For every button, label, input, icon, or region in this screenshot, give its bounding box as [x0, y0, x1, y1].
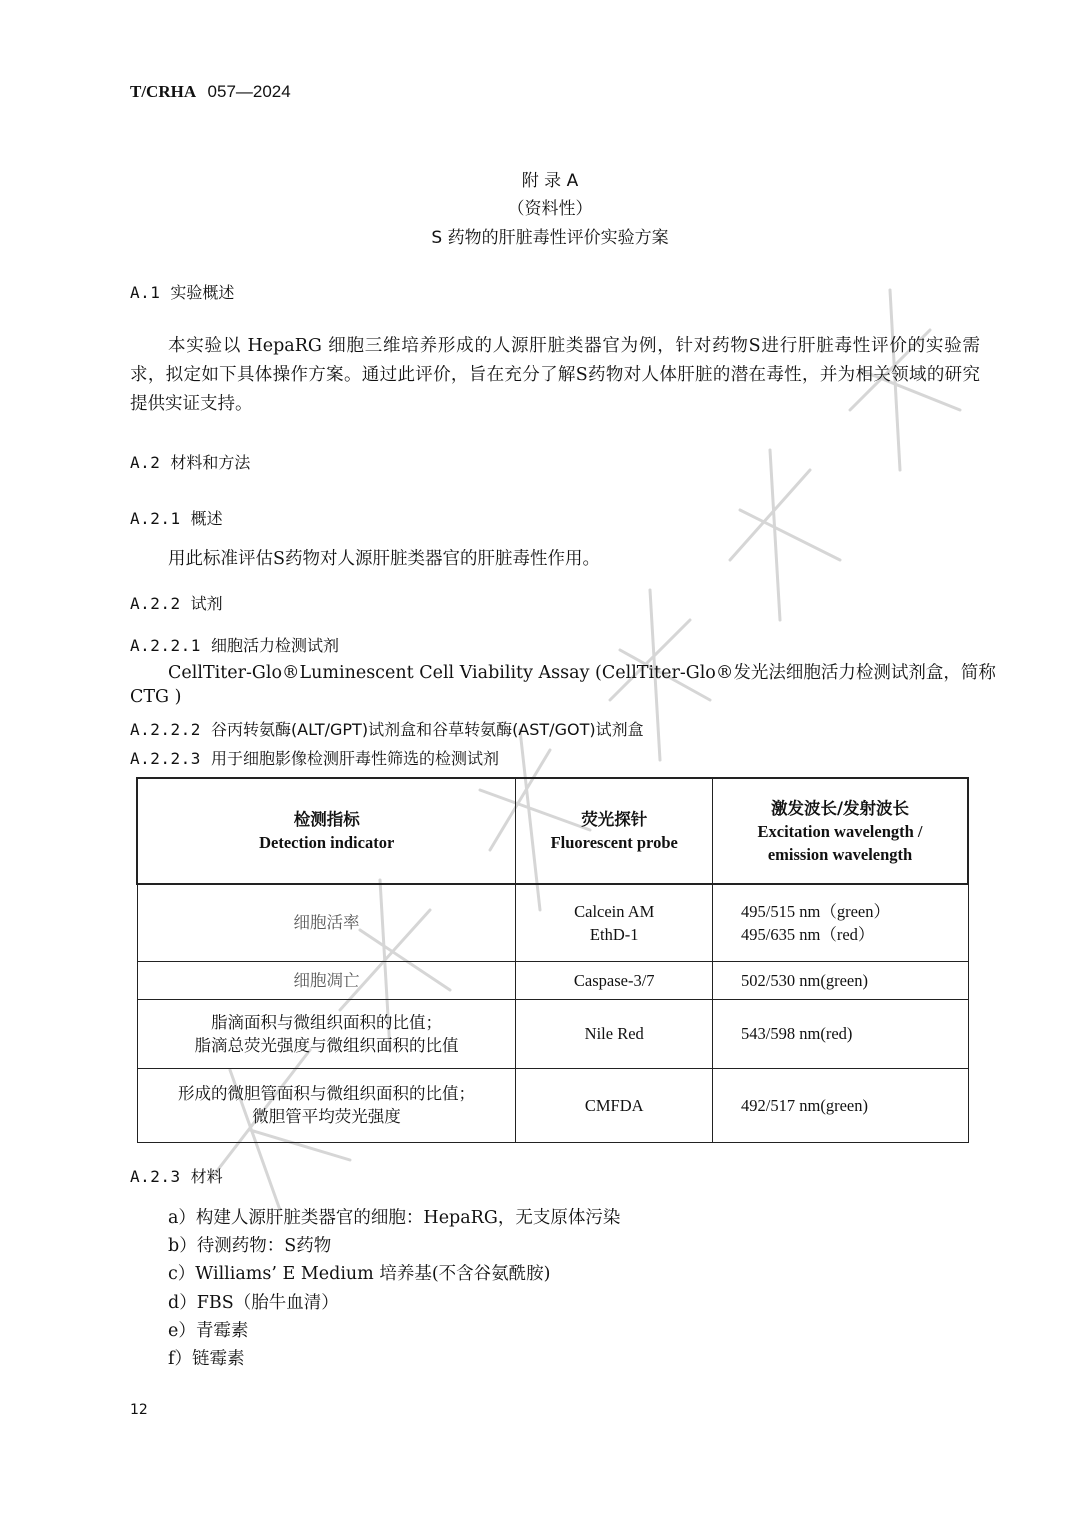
- appendix-nature: （资料性）: [507, 199, 593, 219]
- standard-number: 057—2024: [207, 82, 291, 101]
- list-item: a）构建人源肝脏类器官的细胞：HepaRG，无支原体污染: [168, 1208, 621, 1228]
- section-heading-a223: A.2.2.3 用于细胞影像检测肝毒性筛选的检测试剂: [130, 749, 499, 768]
- list-item: d）FBS（胎牛血清）: [168, 1293, 339, 1313]
- cell-probe: Nile Red: [516, 999, 713, 1068]
- page-number: 12: [130, 1402, 148, 1418]
- table-row: [137, 884, 968, 961]
- appendix-label: 附 录 A: [521, 171, 579, 191]
- header-indicator: 检测指标 Detection indicator: [137, 778, 516, 884]
- section-heading-a22: A.2.2 试剂: [130, 594, 223, 613]
- table-row: [137, 1068, 968, 1142]
- table-row: [137, 999, 968, 1068]
- cell-indicator: 细胞凋亡: [137, 961, 516, 999]
- header-wavelength: 激发波长/发射波长 Excitation wavelength / emission wavelength: [713, 778, 968, 884]
- cell-probe: Caspase-3/7: [516, 961, 713, 999]
- section-heading-a1: A.1 实验概述: [130, 283, 235, 302]
- standard-org: T/CRHA: [130, 82, 197, 101]
- section-heading-a2: A.2 材料和方法: [130, 453, 251, 472]
- table-header-row: [137, 778, 968, 884]
- section-a21-paragraph: 用此标准评估S药物对人源肝脏类器官的肝脏毒性作用。: [168, 549, 600, 569]
- cell-wavelength: 502/530 nm(green): [713, 961, 968, 999]
- table-row: [137, 961, 968, 999]
- section-a1-paragraph: 本实验以 HepaRG 细胞三维培养形成的人源肝脏类器官为例，针对药物S进行肝脏毒性评价的实验需求，拟定如下具体操作方案。通过此评价，旨在充分了解S药物对人体肝脏的潜在毒性，并为相关领域的研究提供实证支持。: [130, 336, 980, 414]
- cell-indicator: 形成的微胆管面积与微组织面积的比值； 微胆管平均荧光强度: [137, 1068, 516, 1142]
- section-heading-a21: A.2.1 概述: [130, 509, 223, 528]
- section-a221-line1: CellTiter-Glo®Luminescent Cell Viability Assay (CellTiter-Glo®发光法细胞活力检测试剂盒，简称: [168, 663, 996, 683]
- list-item: f）链霉素: [168, 1349, 245, 1369]
- section-heading-a222: A.2.2.2 谷丙转氨酶(ALT/GPT)试剂盒和谷草转氨酶(AST/GOT)试剂盒: [130, 720, 644, 739]
- cell-indicator: 脂滴面积与微组织面积的比值； 脂滴总荧光强度与微组织面积的比值: [137, 999, 516, 1068]
- document-header: [130, 82, 291, 102]
- indicator-table: [136, 777, 969, 1143]
- list-item: e）青霉素: [168, 1321, 249, 1341]
- cell-indicator: 细胞活率: [137, 884, 516, 961]
- list-item: b）待测药物：S药物: [168, 1236, 332, 1256]
- cell-wavelength: 492/517 nm(green): [713, 1068, 968, 1142]
- cell-wavelength: 543/598 nm(red): [713, 999, 968, 1068]
- section-heading-a221: A.2.2.1 细胞活力检测试剂: [130, 636, 339, 655]
- appendix-title: S 药物的肝脏毒性评价实验方案: [431, 228, 669, 248]
- cell-wavelength: 495/515 nm（green） 495/635 nm（red）: [713, 884, 968, 961]
- section-a221-line2: CTG ): [130, 687, 182, 707]
- cell-probe: CMFDA: [516, 1068, 713, 1142]
- section-heading-a23: A.2.3 材料: [130, 1167, 223, 1186]
- list-item: c）Williams’ E Medium 培养基(不含谷氨酰胺): [168, 1264, 551, 1284]
- cell-probe: Calcein AM EthD-1: [516, 884, 713, 961]
- header-probe: 荧光探针 Fluorescent probe: [516, 778, 713, 884]
